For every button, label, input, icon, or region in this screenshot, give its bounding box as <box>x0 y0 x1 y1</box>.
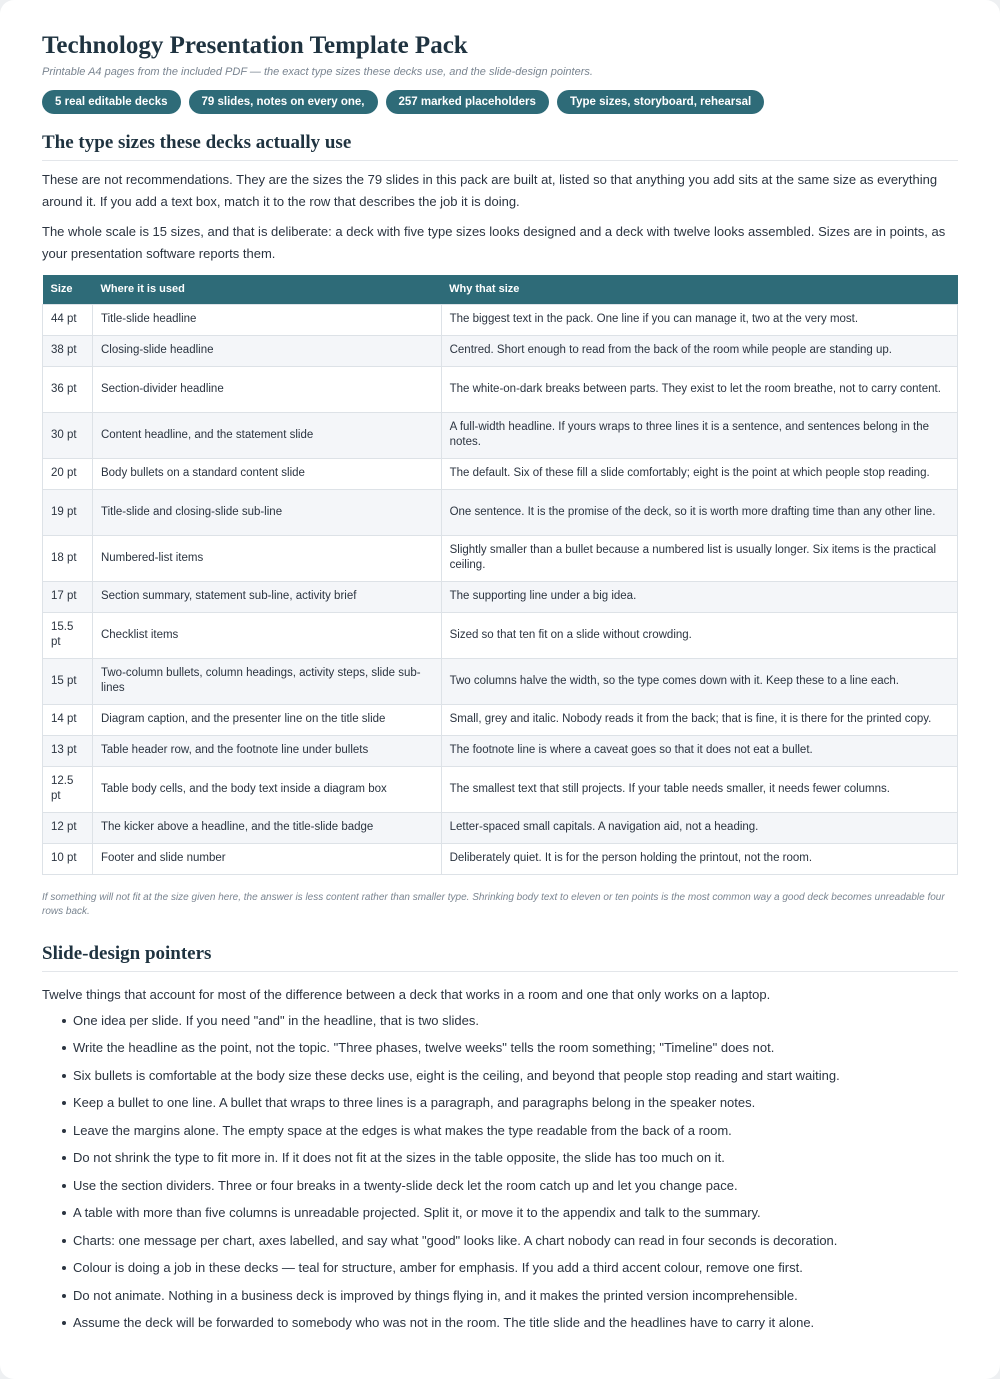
size-cell: 12 pt <box>43 812 93 843</box>
why-cell: A full-width headline. If yours wraps to three lines it is a sentence, and sentences belong in the notes. <box>441 412 957 458</box>
table-header-row <box>43 275 958 304</box>
table-row <box>43 412 958 458</box>
list-item <box>62 1039 958 1056</box>
table-row <box>43 335 958 366</box>
why-cell: One sentence. It is the promise of the deck, so it is worth more drafting time than any other line. <box>441 489 957 535</box>
bullet-dot <box>62 1129 66 1133</box>
where-cell: Numbered-list items <box>92 535 441 581</box>
where-cell: Closing-slide headline <box>92 335 441 366</box>
bullet-dot <box>62 1294 66 1298</box>
bullet-dot <box>62 1321 66 1325</box>
page-title: Technology Presentation Template Pack <box>42 32 468 59</box>
list-item <box>62 1012 958 1029</box>
size-cell: 36 pt <box>43 366 93 412</box>
where-cell: The kicker above a headline, and the title-slide badge <box>92 812 441 843</box>
where-cell: Table header row, and the footnote line under bullets <box>92 735 441 766</box>
table-row <box>43 612 958 658</box>
bullet-dot <box>62 1156 66 1160</box>
why-cell: Deliberately quiet. It is for the person holding the printout, not the room. <box>441 843 957 874</box>
why-cell: The supporting line under a big idea. <box>441 581 957 612</box>
why-cell: Slightly smaller than a bullet because a numbered list is usually longer. Six items is the practical ceiling. <box>441 535 957 581</box>
table-row <box>43 766 958 812</box>
list-item <box>62 1094 958 1111</box>
why-cell: The white-on-dark breaks between parts. They exist to let the room breathe, not to carry content. <box>441 366 957 412</box>
list-item-text: Leave the margins alone. The empty space at the edges is what makes the type readable from the back of a room. <box>73 1122 732 1138</box>
list-item-text: A table with more than five columns is unreadable projected. Split it, or move it to the appendix and talk to the summary. <box>73 1205 761 1220</box>
size-cell: 12.5 pt <box>43 766 93 812</box>
size-cell: 15 pt <box>43 658 93 704</box>
bullet-dot <box>62 1101 66 1105</box>
where-cell: Footer and slide number <box>92 843 441 874</box>
why-cell: Two columns halve the width, so the type comes down with it. Keep these to a line each. <box>441 658 957 704</box>
list-item <box>62 1314 958 1331</box>
table-row <box>43 704 958 735</box>
column-header-where: Where it is used <box>92 275 441 304</box>
pointers-heading: Slide-design pointers <box>42 943 958 972</box>
size-cell: 14 pt <box>43 704 93 735</box>
list-item <box>62 1232 958 1249</box>
why-cell: The footnote line is where a caveat goes so that it does not eat a bullet. <box>441 735 957 766</box>
table-row <box>43 458 958 489</box>
list-item-text: Do not animate. Nothing in a business deck is improved by things flying in, and it makes the printed version incomprehensible. <box>73 1287 798 1303</box>
where-cell: Two-column bullets, column headings, activity steps, slide sub-lines <box>92 658 441 704</box>
where-cell: Body bullets on a standard content slide <box>92 458 441 489</box>
list-item-text: Charts: one message per chart, axes labelled, and say what "good" looks like. A chart nobody can read in four seconds is decoration. <box>73 1232 838 1248</box>
bullet-dot <box>62 1074 66 1078</box>
where-cell: Title-slide and closing-slide sub-line <box>92 489 441 535</box>
where-cell: Diagram caption, and the presenter line on the title slide <box>92 704 441 735</box>
pointers-list <box>42 1012 958 1332</box>
why-cell: The biggest text in the pack. One line if you can manage it, two at the very most. <box>441 304 957 335</box>
badge-row <box>42 90 958 114</box>
type-sizes-heading: The type sizes these decks actually use <box>42 132 958 161</box>
list-item <box>62 1067 958 1084</box>
why-cell: Small, grey and italic. Nobody reads it from the back; that is fine, it is there for the printed copy. <box>441 704 957 735</box>
bullet-dot <box>62 1266 66 1270</box>
table-footnote: If something will not fit at the size given here, the answer is less content rather than smaller type. Shrinking body text to eleven or ten points is the most common way a good deck becomes unreadable four rows back. <box>42 891 945 917</box>
list-item-text: Keep a bullet to one line. A bullet that wraps to three lines is a paragraph, and paragraphs belong in the speaker notes. <box>73 1095 756 1110</box>
bullet-dot <box>62 1019 66 1023</box>
column-header-size: Size <box>43 275 93 304</box>
bullet-dot <box>62 1211 66 1215</box>
bullet-dot <box>62 1184 66 1188</box>
where-cell: Section summary, statement sub-line, activity brief <box>92 581 441 612</box>
table-row <box>43 489 958 535</box>
size-cell: 15.5 pt <box>43 612 93 658</box>
size-cell: 18 pt <box>43 535 93 581</box>
size-cell: 44 pt <box>43 304 93 335</box>
pointers-intro: Twelve things that account for most of the difference between a deck that works in a room and one that only works on a laptop. <box>42 986 771 1002</box>
list-item-text: Use the section dividers. Three or four breaks in a twenty-slide deck let the room catch up and let you change pace. <box>73 1177 738 1193</box>
why-cell: Centred. Short enough to read from the back of the room while people are standing up. <box>441 335 957 366</box>
table-row <box>43 304 958 335</box>
list-item <box>62 1177 958 1194</box>
table-row <box>43 658 958 704</box>
where-cell: Title-slide headline <box>92 304 441 335</box>
where-cell: Checklist items <box>92 612 441 658</box>
type-sizes-intro: These are not recommendations. They are the sizes the 79 slides in this pack are built at, listed so that anything you add sits at the same size as everything around it. If you add a text box, match it to the row that describes the job it is doing. <box>42 172 938 209</box>
badge-slides: 79 slides, notes on every one, <box>189 90 378 114</box>
why-cell: The smallest text that still projects. If your table needs smaller, it needs fewer columns. <box>441 766 957 812</box>
size-cell: 10 pt <box>43 843 93 874</box>
list-item-text: Colour is doing a job in these decks — teal for structure, amber for emphasis. If you add a third accent colour, remove one first. <box>73 1260 803 1275</box>
type-size-table <box>42 275 958 875</box>
list-item <box>62 1287 958 1304</box>
table-row <box>43 812 958 843</box>
why-cell: Sized so that ten fit on a slide without crowding. <box>441 612 957 658</box>
bullet-dot <box>62 1046 66 1050</box>
why-cell: Letter-spaced small capitals. A navigation aid, not a heading. <box>441 812 957 843</box>
size-cell: 38 pt <box>43 335 93 366</box>
table-row <box>43 581 958 612</box>
list-item <box>62 1149 958 1166</box>
table-row <box>43 366 958 412</box>
bullet-dot <box>62 1239 66 1243</box>
list-item-text: Write the headline as the point, not the topic. "Three phases, twelve weeks" tells the room something; "Timeline" does not. <box>73 1040 775 1055</box>
list-item <box>62 1259 958 1276</box>
table-row <box>43 535 958 581</box>
size-cell: 30 pt <box>43 412 93 458</box>
size-cell: 19 pt <box>43 489 93 535</box>
page-subtitle: Printable A4 pages from the included PDF — the exact type sizes these decks use, and the slide-design pointers. <box>42 66 593 78</box>
where-cell: Section-divider headline <box>92 366 441 412</box>
list-item-text: Assume the deck will be forwarded to somebody who was not in the room. The title slide and the headlines have to carry it alone. <box>73 1315 815 1330</box>
table-row <box>43 843 958 874</box>
list-item <box>62 1122 958 1139</box>
badge-decks: 5 real editable decks <box>42 90 181 114</box>
badge-placeholders: 257 marked placeholders <box>386 90 549 114</box>
column-header-why: Why that size <box>441 275 957 304</box>
size-cell: 17 pt <box>43 581 93 612</box>
why-cell: The default. Six of these fill a slide comfortably; eight is the point at which people stop reading. <box>441 458 957 489</box>
where-cell: Content headline, and the statement slide <box>92 412 441 458</box>
where-cell: Table body cells, and the body text inside a diagram box <box>92 766 441 812</box>
list-item-text: Do not shrink the type to fit more in. If it does not fit at the sizes in the table opposite, the slide has too much on it. <box>73 1150 725 1165</box>
size-cell: 13 pt <box>43 735 93 766</box>
list-item-text: One idea per slide. If you need "and" in the headline, that is two slides. <box>73 1012 479 1028</box>
size-cell: 20 pt <box>43 458 93 489</box>
type-sizes-scale-note: The whole scale is 15 sizes, and that is deliberate: a deck with five type sizes looks designed and a deck with twelve looks assembled. Sizes are in points, as your presentation software reports them. <box>42 224 946 261</box>
list-item <box>62 1204 958 1221</box>
badge-type-sizes: Type sizes, storyboard, rehearsal <box>557 90 764 114</box>
table-row <box>43 735 958 766</box>
list-item-text: Six bullets is comfortable at the body size these decks use, eight is the ceiling, and beyond that people stop reading and start waiting. <box>73 1067 840 1083</box>
